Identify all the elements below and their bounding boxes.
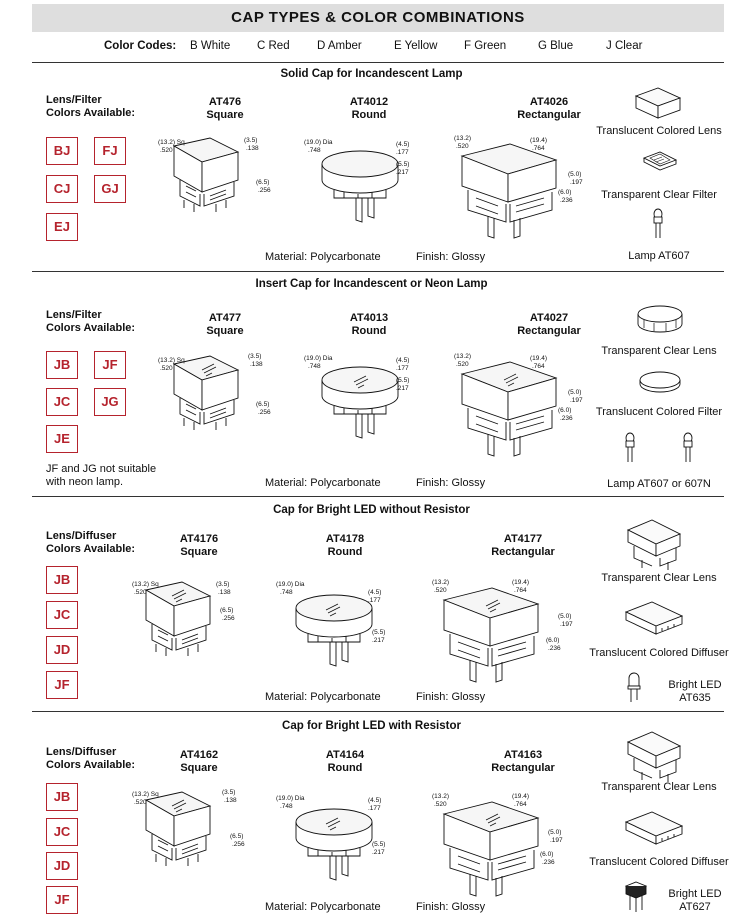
dim-label: (4.5) [396, 141, 410, 148]
dim-label: .520 [134, 589, 147, 596]
color-code-box: JC [46, 818, 78, 846]
dim-label: (13.2) [454, 353, 471, 360]
dim-label: (5.5) [372, 841, 386, 848]
round-cap-drawing [272, 790, 392, 890]
material-label: Material: Polycarbonate [265, 901, 381, 913]
color-code-box: JF [46, 886, 78, 914]
lens-label-line-1: Lens/Filter [46, 94, 102, 106]
dim-label: .520 [434, 801, 447, 808]
rectangular-cap-drawing [430, 790, 580, 900]
round-cap-drawing [300, 350, 410, 450]
dim-label: .138 [246, 145, 259, 152]
color-code-box: JF [94, 351, 126, 379]
dim-label: (13.2) Sq [132, 581, 159, 588]
dim-label: (5.0) [548, 829, 562, 836]
accessory-label: Lamp AT607 [628, 250, 690, 262]
color-code-item: C Red [257, 40, 290, 52]
section-title: Cap for Bright LED without Resistor [273, 504, 470, 516]
color-code-box: JD [46, 852, 78, 880]
colored-lens-drawing [632, 82, 688, 122]
dim-label: .138 [224, 797, 237, 804]
dim-label: (3.5) [216, 581, 230, 588]
lens-colors-label [46, 94, 135, 120]
dim-label: .520 [456, 361, 469, 368]
accessory-label: Translucent Colored Filter [595, 406, 723, 418]
color-code-item: F Green [464, 40, 507, 52]
dim-label: .177 [396, 365, 409, 372]
dim-label: .236 [548, 645, 561, 652]
accessory-label: Transparent Clear Lens [601, 572, 717, 584]
dim-label: .764 [532, 145, 545, 152]
dim-label: (4.5) [368, 797, 382, 804]
lamp-icon [652, 208, 666, 242]
lamp-icon [624, 432, 638, 466]
dim-label: .764 [514, 587, 527, 594]
dim-label: (13.2) Sq [158, 139, 185, 146]
dim-label: (6.5) [230, 833, 244, 840]
dim-label: (19.0) Dia [276, 581, 305, 588]
dim-label: (6.5) [256, 401, 270, 408]
dim-label: .236 [560, 197, 573, 204]
finish-label: Finish: Glossy [416, 901, 486, 913]
rectangular-cap-drawing [452, 132, 592, 242]
colored-diffuser-drawing [622, 598, 688, 638]
color-code-box: CJ [46, 175, 78, 203]
neon-note: JF and JG not suitable with neon lamp. [46, 463, 157, 488]
dim-label: .197 [550, 837, 563, 844]
dim-label: (13.2) [454, 135, 471, 142]
lens-label-line-2: Colors Available: [46, 759, 136, 771]
dim-label: .520 [160, 147, 173, 154]
dim-label: .177 [396, 149, 409, 156]
bright-led-resistor-icon [620, 880, 650, 914]
lamp-icon [682, 432, 696, 466]
dim-label: (3.5) [222, 789, 236, 796]
accessory-label: Transparent Clear Lens [601, 345, 717, 357]
accessory-label: Transparent Clear Filter [601, 189, 717, 201]
lens-colors-label [46, 530, 135, 556]
color-code-box: JC [46, 388, 78, 416]
material-label: Material: Polycarbonate [265, 691, 381, 703]
dim-label: (6.5) [256, 179, 270, 186]
dim-label: (19.0) Dia [276, 795, 305, 802]
dim-label: .217 [396, 169, 409, 176]
dim-label: (5.5) [396, 377, 410, 384]
color-code-box: JB [46, 351, 78, 379]
dim-label: .520 [134, 799, 147, 806]
part-number-square: AT4176 Square [179, 533, 219, 558]
dim-label: (4.5) [396, 357, 410, 364]
dim-label: (19.4) [512, 793, 529, 800]
dim-label: (19.4) [530, 355, 547, 362]
clear-filter-drawing [640, 148, 680, 176]
dim-label: (19.4) [512, 579, 529, 586]
color-code-item: G Blue [538, 40, 574, 52]
part-number-round: AT4164 Round [325, 749, 365, 774]
lens-colors-label [46, 746, 135, 772]
color-code-box: JE [46, 425, 78, 453]
dim-label: .197 [570, 397, 583, 404]
accessory-label: Translucent Colored Lens [596, 125, 722, 137]
dim-label: .520 [434, 587, 447, 594]
clear-lens-frame-drawing [624, 728, 688, 784]
dim-label: .748 [280, 803, 293, 810]
dim-label: (6.0) [546, 637, 560, 644]
section-title: Solid Cap for Incandescent Lamp [280, 68, 463, 80]
color-code-item: B White [190, 40, 231, 52]
clear-lens-ring-drawing [634, 302, 690, 338]
color-codes-label: Color Codes: [104, 40, 177, 52]
section-divider [32, 496, 724, 497]
dim-label: (3.5) [244, 137, 258, 144]
section-divider [32, 62, 724, 63]
dim-label: .217 [396, 385, 409, 392]
part-number-round: AT4013 Round [349, 312, 389, 337]
part-number-round: AT4178 Round [325, 533, 365, 558]
dim-label: (5.0) [558, 613, 572, 620]
section-divider [32, 711, 724, 712]
color-code-box: EJ [46, 213, 78, 241]
color-code-item: E Yellow [394, 40, 438, 52]
accessory-label: Translucent Colored Diffuser [589, 647, 729, 659]
dim-label: .520 [456, 143, 469, 150]
section-title: Cap for Bright LED with Resistor [282, 720, 461, 732]
lens-label-line-1: Lens/Filter [46, 309, 102, 321]
dim-label: (5.0) [568, 389, 582, 396]
color-code-item: D Amber [317, 40, 362, 52]
part-number-rectangular: AT4027 Rectangular [517, 312, 581, 337]
dim-label: (6.0) [558, 407, 572, 414]
colored-filter-disc-drawing [636, 368, 686, 400]
dim-label: (5.5) [396, 161, 410, 168]
color-code-box: GJ [94, 175, 126, 203]
bright-led-label: Bright LED AT627 [668, 888, 722, 913]
dim-label: .764 [532, 363, 545, 370]
dim-label: (6.0) [540, 851, 554, 858]
lens-label-line-2: Colors Available: [46, 107, 136, 119]
material-label: Material: Polycarbonate [265, 251, 381, 263]
page-title: CAP TYPES & COLOR COMBINATIONS [32, 4, 724, 32]
square-cap-drawing [130, 576, 250, 666]
accessory-label: Translucent Colored Diffuser [589, 856, 729, 868]
dim-label: (19.0) Dia [304, 139, 333, 146]
square-cap-drawing [156, 132, 276, 222]
finish-label: Finish: Glossy [416, 477, 486, 489]
dim-label: .764 [514, 801, 527, 808]
dim-label: .748 [308, 147, 321, 154]
dim-label: .138 [250, 361, 263, 368]
dim-label: .236 [560, 415, 573, 422]
dim-label: .138 [218, 589, 231, 596]
part-number-square: AT4162 Square [179, 749, 219, 774]
dim-label: .177 [368, 805, 381, 812]
dim-label: .236 [542, 859, 555, 866]
dim-label: .197 [560, 621, 573, 628]
rectangular-cap-drawing [430, 576, 580, 686]
color-code-box: JC [46, 601, 78, 629]
color-code-box: BJ [46, 137, 78, 165]
square-cap-drawing [156, 350, 276, 440]
dim-label: (13.2) [432, 579, 449, 586]
accessory-label: Lamp AT607 or 607N [607, 478, 711, 490]
lens-label-line-1: Lens/Diffuser [46, 530, 117, 542]
dim-label: (3.5) [248, 353, 262, 360]
colored-diffuser-drawing [622, 808, 688, 848]
lens-label-line-1: Lens/Diffuser [46, 746, 117, 758]
dim-label: (19.4) [530, 137, 547, 144]
bright-led-icon [626, 670, 642, 704]
dim-label: .748 [280, 589, 293, 596]
finish-label: Finish: Glossy [416, 691, 486, 703]
dim-label: .520 [160, 365, 173, 372]
dim-label: (19.0) Dia [304, 355, 333, 362]
dim-label: (13.2) [432, 793, 449, 800]
square-cap-drawing [130, 786, 250, 876]
dim-label: (6.0) [558, 189, 572, 196]
lens-label-line-2: Colors Available: [46, 543, 136, 555]
dim-label: (4.5) [368, 589, 382, 596]
dim-label: .177 [368, 597, 381, 604]
color-code-box: JF [46, 671, 78, 699]
accessory-label: Transparent Clear Lens [601, 781, 717, 793]
lens-label-line-2: Colors Available: [46, 322, 136, 334]
lens-colors-label [46, 309, 135, 335]
dim-label: .256 [232, 841, 245, 848]
bright-led-label: Bright LED AT635 [668, 679, 722, 704]
section-divider [32, 271, 724, 272]
dim-label: .256 [258, 409, 271, 416]
rectangular-cap-drawing [452, 350, 592, 460]
dim-label: (5.5) [372, 629, 386, 636]
dim-label: (5.0) [568, 171, 582, 178]
dim-label: .197 [570, 179, 583, 186]
round-cap-drawing [272, 576, 392, 676]
dim-label: (6.5) [220, 607, 234, 614]
dim-label: .217 [372, 849, 385, 856]
color-code-box: JB [46, 783, 78, 811]
part-number-round: AT4012 Round [349, 96, 389, 121]
part-number-rectangular: AT4026 Rectangular [517, 96, 581, 121]
part-number-rectangular: AT4177 Rectangular [491, 533, 555, 558]
clear-lens-frame-drawing [624, 516, 688, 572]
color-code-box: JB [46, 566, 78, 594]
part-number-rectangular: AT4163 Rectangular [491, 749, 555, 774]
round-cap-drawing [300, 134, 410, 234]
color-code-item: J Clear [606, 40, 643, 52]
color-code-box: FJ [94, 137, 126, 165]
section-title: Insert Cap for Incandescent or Neon Lamp [255, 278, 488, 290]
dim-label: .256 [258, 187, 271, 194]
color-code-box: JG [94, 388, 126, 416]
finish-label: Finish: Glossy [416, 251, 486, 263]
dim-label: (13.2) Sq [158, 357, 185, 364]
dim-label: .748 [308, 363, 321, 370]
material-label: Material: Polycarbonate [265, 477, 381, 489]
dim-label: .217 [372, 637, 385, 644]
dim-label: (13.2) Sq [132, 791, 159, 798]
part-number-square: AT476 Square [206, 96, 244, 121]
part-number-square: AT477 Square [206, 312, 244, 337]
dim-label: .256 [222, 615, 235, 622]
color-code-box: JD [46, 636, 78, 664]
color-codes-legend [0, 40, 743, 56]
